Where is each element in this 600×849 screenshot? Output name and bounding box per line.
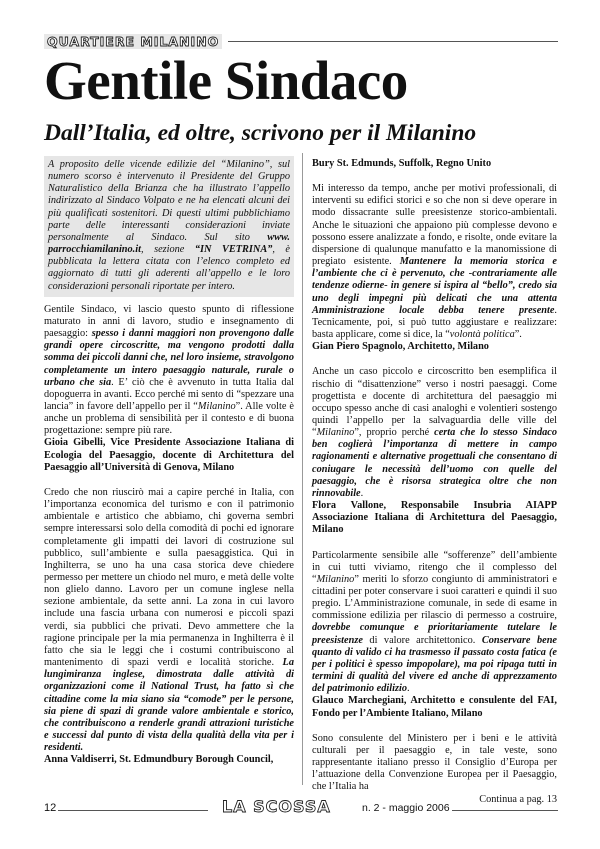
page-number: 12 — [44, 802, 57, 814]
intro-text: A proposito delle vicende edilizie del “Milanino”, sul numero scorso è intervenuto il Presidente del Gruppo Naturalistico della Brianza che ha illustrato l’appello indirizzato al Sindaco Volpato e ne ha elencati alcuni dei più qualificati sostenitori. Di questi ultimi pubblichiamo parte delle interessanti considerazioni inviate personalmente al Sindaco. Sul sito — [48, 159, 290, 243]
letter-body: Anche un caso piccolo e circoscritto ben esemplifica il rischio di “disattenzione” verso i nostri paesaggi. Come progettista e docente di architettura del paesaggio mi occupo spesso anche di casi analoghi e volentieri sostengo quindi l’appello per la salvaguardia delle ville del “Milanino”, proprio perché certa che lo stesso Sindaco ben coglierà l’importanza di mettere in campo ragionamenti e alternative progettuali che consentano di coniugare le necessità dell’uomo con quelle del paesaggio, che è risorsa strategica oltre che non rinnovabile. — [312, 366, 557, 499]
right-column — [312, 158, 557, 806]
letter-body: Mi interesso da tempo, anche per motivi professionali, di interventi su edifici storici e so che non si deve operare in modo dissacrante sulle preesistenze storico-ambientali. Anche le situazioni che appaiono più complesse devono e possono essere analizzate a fondo, e risolte, onde evitare la dispersione di qualunque manufatto e la manomissione di pregiato esistente. Mantenere la memoria storica e l’ambiente che ci è pervenuto, che -contrariamente alle tendenze odierne- in genere si ispira al “bello”, credo sia uno degli impegni più delicati che una attenta Amministrazione locale debba tenere presente. Tecnicamente, poi, si può tutto aggiustare e realizzare: basta applicare, come si dice, la “volontà politica”. — [312, 183, 557, 341]
section-kicker — [44, 34, 558, 49]
footer-rule — [452, 810, 558, 811]
kicker-rule — [228, 41, 558, 42]
magazine-logo: LA SCOSSA — [222, 797, 331, 816]
left-column — [44, 156, 294, 767]
letter-body: Gentile Sindaco, vi lascio questo spunto di riflessione maturato in anni di lavoro, studio e insegnamento di paesaggio: spesso i danni maggiori non provengono dalle grandi opere circoscritte, ma vengono prodotti dalla somma dei piccoli danni che, nel loro insieme, stravolgono completamente un intero paesaggio naturale, rurale o urbano che sia. E’ ciò che è avvenuto in tutta Italia dal dopoguerra in avanti. Ecco perché mi sento di “spezzare una lancia” in favore dell’appello per il “Milanino”. Alle volte è anche un problema di sensibilità per il contesto e di buona progettazione: sempre più rare. — [44, 303, 295, 437]
letter-signature-place: Bury St. Edmunds, Suffolk, Regno Unito — [312, 158, 492, 169]
continued-link[interactable]: Continua a pag. 13 — [479, 793, 557, 805]
intro-url: www. parrocchiamilanino.it — [48, 231, 290, 256]
column-divider — [302, 153, 303, 785]
section-kicker-label: QUARTIERE MILANINO — [44, 34, 222, 49]
letter-signature: Gian Piero Spagnolo, Architetto, Milano — [312, 341, 489, 353]
letter-signature: Anna Valdiserri, St. Edmundbury Borough Council, — [44, 754, 274, 766]
intro-box — [44, 156, 294, 297]
letter-body: Particolarmente sensibile alle “sofferenze” dell’ambiente in cui tutti viviamo, ritengo che il complesso del “Milanino” meriti lo sforzo congiunto di amministratori e cittadini per poter conservare i suoi caratteri e quindi il suo pregio. L’Amministrazione comunale, in sede di esame in commissione edilizia per rilascio di permesso a costruire, dovrebbe comunque e prioritariamente tutelare le preesistenze di valore architettonico. Conservare bene quanto di valido ci ha trasmesso il passato costa fatica (e per i politici è spesso impopolare), ma poi ripaga tutti in termini di qualità del vivere ed anche di apprezzamento del patrimonio edilizio. — [312, 549, 558, 695]
letter-body: Sono consulente del Ministero per i beni e le attività culturali per il paesaggio e, in tale veste, sono rappresentante italiano presso il Consiglio d’Europa per l’attuazione della Convenzione Europea per il Paesaggio, che l’Italia ha — [312, 732, 557, 793]
letter-signature: Glauco Marchegiani, Architetto e consulente del FAI, Fondo per l’Ambiente Italiano, Milano — [312, 695, 557, 719]
letter-body: Credo che non riuscirò mai a capire perché in Italia, con l’importanza economica del turismo e con il patrimonio ambientale e artistico che abbiamo, chi governa sembri sempre interessarsi solo della comodità di pochi ed ignorare completamente gli impatti dei lavori di costruzione sul pubblico, sull’ambiente e sulla paesaggistica. Qui in Inghilterra, se uno ha una casa storica deve chiedere permesso per mettere un chiodo nel muro, e metà delle volte non glielo danno. Lavoro per un comune inglese nella sezione ambientale, da sette anni. La zona in cui lavoro include una fascia urbana con numerosi e piccoli spazi verdi, sia pubblici che privati. Devo ammettere che la ragione principale per la mia permanenza in Inghilterra è il fatto che sia le leggi che i costumi contribuiscono al mantenimento di spazi verdi e località storiche. La lungimiranza inglese, dimostrata dalle attività di organizzazioni come il National Trust, ha fatto sì che cittadine come la mia siano sia “comode” per le persone, sia piene di spazi di grande valore ambientale e storico, che contribuiscono a renderle grandi attrazioni turistiche e successi dal punto di vista della qualità della vita per i residenti. — [44, 486, 294, 754]
letter-signature: Flora Vallone, Responsabile Insubria AIAPP Associazione Italiana di Architettura del Paesaggio, Milano — [312, 500, 557, 536]
letter-signature: Gioia Gibelli, Vice Presidente Associazione Italiana di Ecologia del Paesaggio, docente di Architettura del Paesaggio all’Università di Genova, Milano — [44, 437, 294, 473]
deck: Dall’Italia, ed oltre, scrivono per il Milanino — [44, 120, 477, 146]
intro-text: , sezione — [140, 244, 195, 256]
intro-text: , è pubblicata la lettera citata con l’elenco completo ed aggiornato di tutti gli aderenti all’appello e le loro considerazioni personali riportate per intero. — [48, 244, 290, 292]
footer-rule — [58, 810, 208, 811]
headline: Gentile Sindaco — [44, 50, 408, 111]
issue-info: n. 2 - maggio 2006 — [362, 802, 450, 814]
intro-section: “IN VETRINA” — [194, 244, 273, 256]
